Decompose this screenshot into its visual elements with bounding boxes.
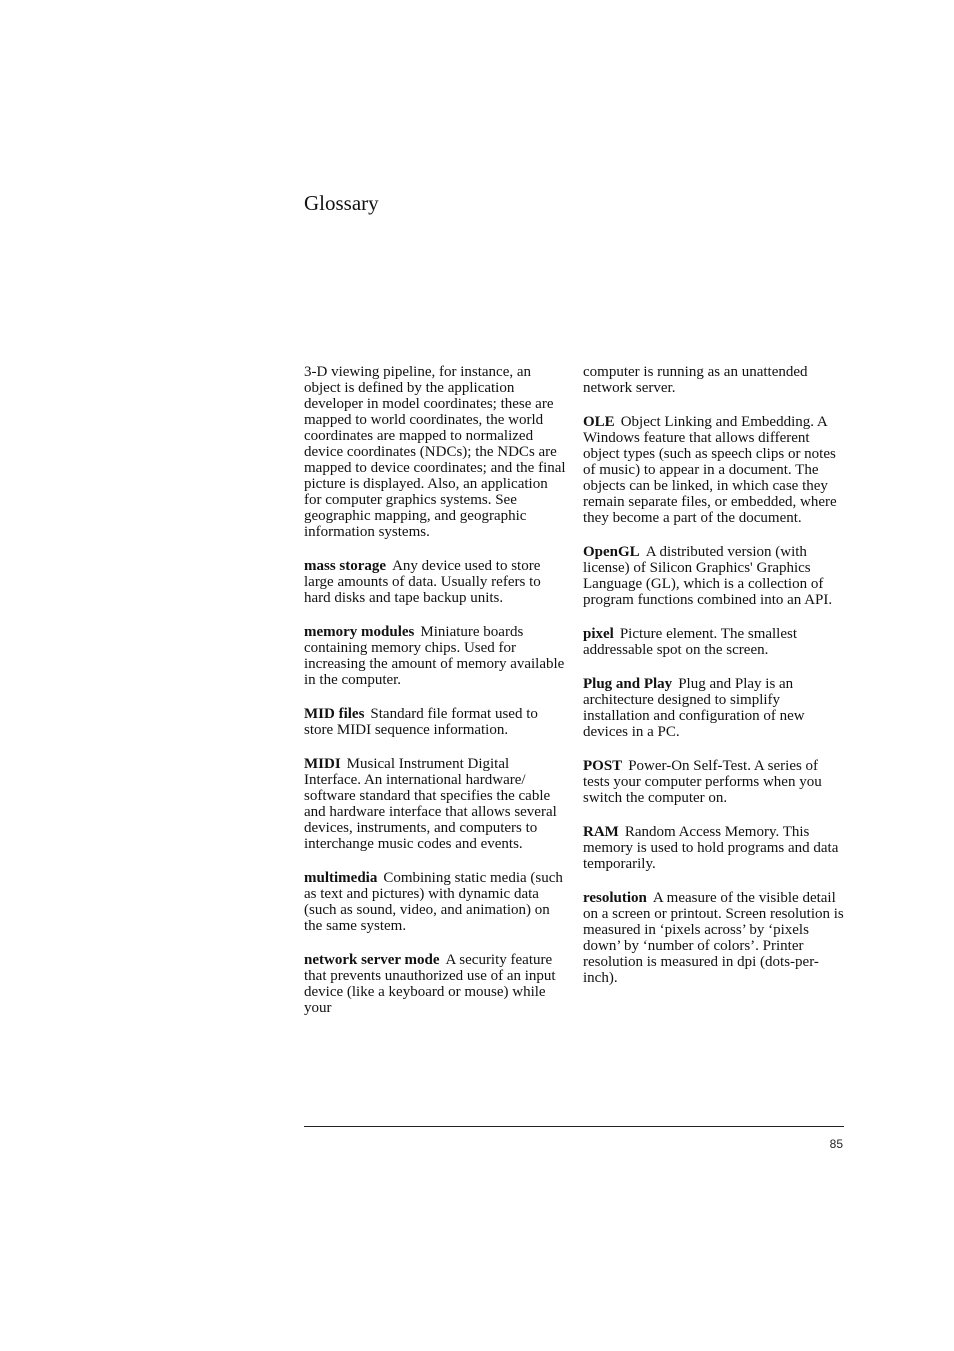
- glossary-definition: Plug and Play is an architecture designed to simplify installation and configuration of new devices in a PC.: [583, 676, 805, 740]
- glossary-definition: Combining static media (such as text and pictures) with dynamic data (such as sound, video, and animation) on the same system.: [304, 870, 563, 934]
- page-number: 85: [829, 1137, 843, 1151]
- glossary-entry-memory-modules: [304, 624, 566, 688]
- glossary-definition: Standard file format used to store MIDI sequence information.: [304, 706, 538, 738]
- glossary-definition: Object Linking and Embedding. A Windows feature that allows different object types (such as speech clips or notes of music) to appear in a document. The objects can be linked, in which case they remain separate files, or embedded, where they become a part of the document.: [583, 414, 837, 526]
- glossary-definition: A distributed version (with license) of Silicon Graphics' Graphics Language (GL), which is a collection of program functions combined into an API.: [583, 544, 833, 608]
- glossary-entry-multimedia: [304, 870, 566, 934]
- glossary-entry-mass-storage: [304, 558, 566, 606]
- glossary-definition: A security feature that prevents unauthorized use of an input device (like a keyboard or mouse) while your: [304, 952, 556, 1016]
- glossary-definition: Any device used to store large amounts of data. Usually refers to hard disks and tape backup units.: [304, 558, 541, 606]
- glossary-term: mass storage: [304, 558, 387, 574]
- glossary-continuation-text: computer is running as an unattended network server.: [583, 364, 808, 396]
- glossary-term: multimedia: [304, 870, 378, 886]
- glossary-term: network server mode: [304, 952, 440, 968]
- glossary-entry-opengl: [583, 544, 845, 608]
- glossary-definition: Miniature boards containing memory chips. Used for increasing the amount of memory available in the computer.: [304, 624, 565, 688]
- glossary-entry-pixel: [583, 626, 845, 658]
- glossary-term: OLE: [583, 414, 615, 430]
- glossary-definition: Random Access Memory. This memory is used to hold programs and data temporarily.: [583, 824, 839, 872]
- glossary-entry-plug-and-play: [583, 676, 845, 740]
- glossary-term: POST: [583, 758, 623, 774]
- glossary-term: MIDI: [304, 756, 341, 772]
- glossary-term: Plug and Play: [583, 676, 673, 692]
- glossary-entry-midi: [304, 756, 566, 852]
- footer-divider: [304, 1126, 844, 1127]
- glossary-entry-ram: [583, 824, 845, 872]
- glossary-entry-network-server-mode: [304, 952, 566, 1016]
- glossary-definition: Power-On Self-Test. A series of tests your computer performs when you switch the computer on.: [583, 758, 822, 806]
- glossary-entry-resolution: [583, 890, 845, 986]
- glossary-entry-mid-files: [304, 706, 566, 738]
- glossary-definition: A measure of the visible detail on a screen or printout. Screen resolution is measured in ‘pixels across’ by ‘pixels down’ by ‘number of colors’. Printer resolution is measured in dpi (dots-per-inch).: [583, 890, 844, 986]
- glossary-definition: Musical Instrument Digital Interface. An international hardware/ software standard that specifies the cable and hardware interface that allows several devices, instruments, and computers to interchange music codes and events.: [304, 756, 557, 852]
- glossary-column-left: [304, 364, 566, 1034]
- glossary-term: MID files: [304, 706, 365, 722]
- glossary-continuation-text: 3-D viewing pipeline, for instance, an object is defined by the application developer in model coordinates; these are mapped to world coordinates, the world coordinates are mapped to normalized device coordinates (NDCs); the NDCs are mapped to device coordinates; and the final picture is displayed. Also, an application for computer graphics systems. See geographic mapping, and geographic information systems.: [304, 364, 566, 540]
- glossary-term: pixel: [583, 626, 614, 642]
- glossary-term: RAM: [583, 824, 619, 840]
- glossary-term: resolution: [583, 890, 647, 906]
- page-title: Glossary: [304, 191, 379, 215]
- glossary-definition: Picture element. The smallest addressable spot on the screen.: [583, 626, 798, 658]
- glossary-term: memory modules: [304, 624, 415, 640]
- glossary-entry-post: [583, 758, 845, 806]
- glossary-entry-ole: [583, 414, 845, 526]
- glossary-column-right: [583, 364, 845, 1004]
- glossary-term: OpenGL: [583, 544, 640, 560]
